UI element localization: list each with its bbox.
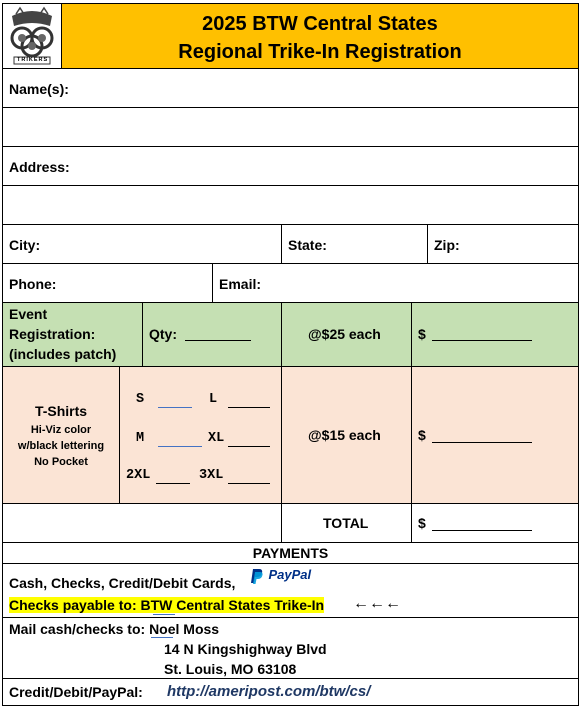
names-field-extra[interactable] [2, 107, 579, 147]
size-m-blank[interactable] [158, 446, 202, 447]
size-l-blank[interactable] [228, 407, 270, 408]
email-field[interactable] [212, 263, 579, 303]
mail-label-text: Mail cash/checks to: [9, 621, 150, 637]
total-amount-blank[interactable] [432, 530, 532, 531]
form-title-line2: Regional Trike-In Registration [178, 41, 462, 63]
size-s-label: S [136, 392, 145, 407]
payments-heading: PAYMENTS [252, 545, 329, 561]
size-3xl-blank[interactable] [228, 483, 270, 484]
event-price-cell [281, 302, 412, 367]
tshirt-price-cell [281, 366, 412, 504]
tshirt-dollar-sign: $ [418, 427, 426, 443]
paypal-logo-text: PayPal [268, 567, 312, 582]
tshirt-label-cell [2, 366, 120, 504]
size-2xl-label: 2XL [126, 468, 151, 483]
mail-street: 14 N Kingshighway Blvd [164, 641, 327, 657]
tshirt-title: T-Shirts [34, 403, 88, 419]
city-label: City: [9, 237, 41, 253]
tshirt-sizes-cell[interactable] [119, 366, 282, 504]
event-label-line1: Event [9, 306, 48, 322]
total-empty-cell [2, 503, 282, 543]
online-pay-cell [2, 678, 579, 706]
event-label-line3: (includes patch) [9, 346, 117, 362]
size-3xl-label: 3XL [199, 468, 224, 483]
address-field[interactable] [2, 146, 579, 186]
online-pay-url[interactable]: http://ameripost.com/btw/cs/ [167, 683, 371, 700]
mail-name-underline [151, 637, 173, 638]
payments-heading-cell [2, 542, 579, 564]
city-field[interactable] [2, 224, 282, 264]
mail-city: St. Louis, MO 63108 [164, 661, 297, 677]
mail-to-cell [2, 617, 579, 679]
form-title-line1: 2025 BTW Central States [202, 13, 438, 35]
size-2xl-blank[interactable] [156, 483, 190, 484]
logo-text: TRIKERS [17, 57, 49, 63]
payment-methods-text: Cash, Checks, Credit/Debit Cards, [9, 575, 236, 591]
zip-label: Zip: [434, 237, 460, 253]
event-price: @$25 each [308, 326, 381, 342]
address-field-extra[interactable] [2, 185, 579, 225]
online-pay-label: Credit/Debit/PayPal: [9, 684, 143, 700]
tshirt-desc-line3: No Pocket [34, 456, 88, 468]
phone-field[interactable] [2, 263, 213, 303]
state-field[interactable] [281, 224, 428, 264]
payable-arrows-icon: ←←← [353, 595, 401, 612]
total-label: TOTAL [323, 515, 369, 531]
payable-to-text: Checks payable to: BTW Central States Trike-In [9, 597, 325, 613]
tshirt-desc-line1: Hi-Viz color [30, 424, 92, 436]
tshirt-amount-cell[interactable] [411, 366, 579, 504]
zip-field[interactable] [427, 224, 579, 264]
tshirt-desc-line2: w/black lettering [17, 440, 105, 452]
total-label-cell [281, 503, 412, 543]
event-label-line2: Registration: [9, 326, 96, 342]
event-label-cell [2, 302, 143, 367]
phone-label: Phone: [9, 276, 57, 292]
event-qty-blank[interactable] [185, 340, 251, 341]
email-label: Email: [219, 276, 262, 292]
total-amount-cell[interactable] [411, 503, 579, 543]
paypal-logo-icon [250, 568, 311, 586]
mail-label [9, 621, 219, 637]
header-title-cell [61, 3, 579, 69]
tshirt-price: @$15 each [308, 427, 381, 443]
names-field[interactable] [2, 68, 579, 108]
payable-underline [153, 614, 175, 615]
size-xl-blank[interactable] [228, 446, 270, 447]
size-xl-label: XL [208, 431, 225, 446]
names-label: Name(s): [9, 81, 69, 97]
payment-methods-cell [2, 563, 579, 618]
header-logo-cell [2, 3, 62, 69]
event-qty-label: Qty: [149, 326, 177, 342]
event-qty-cell[interactable] [142, 302, 282, 367]
address-label: Address: [9, 159, 70, 175]
state-label: State: [288, 237, 327, 253]
size-m-label: M [136, 431, 145, 446]
registration-form [2, 3, 579, 706]
size-s-blank[interactable] [158, 407, 192, 408]
event-amount-cell[interactable] [411, 302, 579, 367]
event-dollar-sign: $ [418, 326, 426, 342]
event-amount-blank[interactable] [432, 340, 532, 341]
mail-name: Noel Moss [149, 621, 220, 637]
size-l-label: L [209, 392, 218, 407]
total-dollar-sign: $ [418, 515, 426, 531]
tshirt-amount-blank[interactable] [432, 442, 532, 443]
